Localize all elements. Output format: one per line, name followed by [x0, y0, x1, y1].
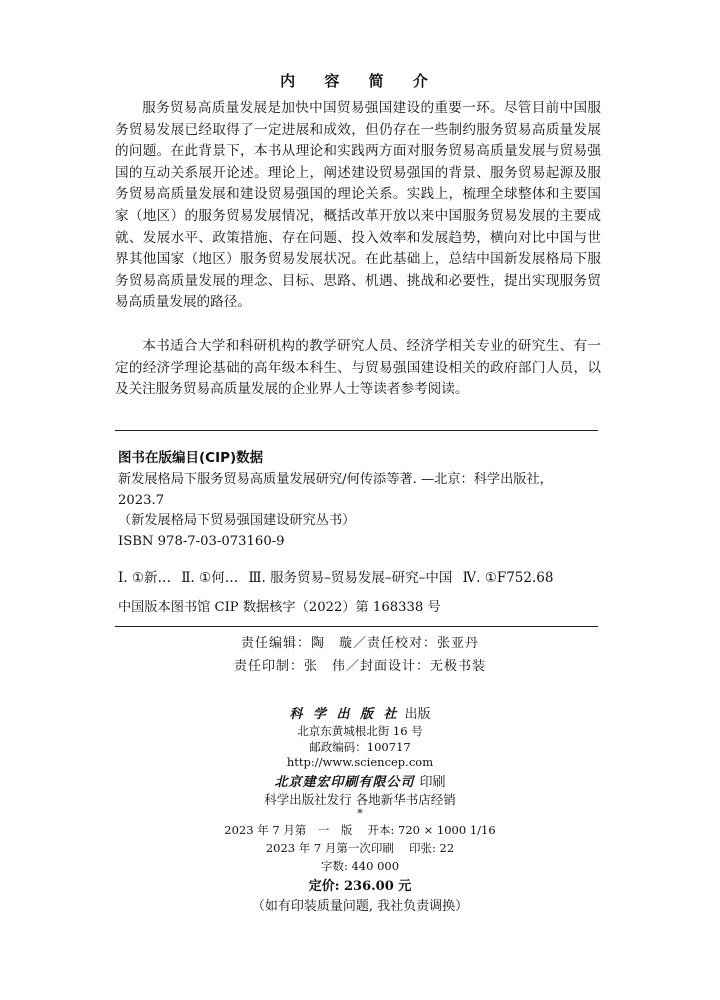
edition-info: 2023 年 7 月第 一 版 开本: 720 × 1000 1/16: [224, 823, 496, 837]
cip-class-3: Ⅲ. 服务贸易–贸易发展–研究–中国: [248, 570, 453, 586]
divider-top: [115, 430, 598, 431]
separator-star: *: [357, 806, 363, 820]
distribution: 科学出版社发行 各地新华书店经销: [264, 792, 456, 807]
printer-line: [0, 771, 720, 790]
cip-series: （新发展格局下贸易强国建设研究丛书）: [118, 513, 356, 528]
intro-paragraph-1: 服务贸易高质量发展是加快中国贸易强国建设的重要一环。尽管目前中国服务贸易发展已经取得了一定进展和成效，但仍存在一些制约服务贸易高质量发展的问题。在此背景下，本书从理论和实践两方面对服务贸易高质量发展与贸易强国的互动关系展开论述。理论上，阐述建设贸易强国的背景、服务贸易起源及服务贸易高质量发展和建设贸易强国的理论关系。实践上，梳理全球整体和主要国家（地区）的服务贸易发展情况，概括改革开放以来中国服务贸易发展的主要成就、发展水平、政策措施、存在问题、投入效率和发展趋势，横向对比中国与世界其他国家（地区）服务贸易发展状况。在此基础上，总结中国新发展格局下服务贸易高质量发展的理念、目标、思路、机遇、挑战和必要性，提出实现服务贸易高质量发展的路径。: [115, 100, 601, 311]
word-count: 字数: 440 000: [320, 859, 400, 873]
cip-number: 中国版本图书馆 CIP 数据核字（2022）第 168338 号: [118, 600, 441, 615]
cip-class-2: Ⅱ. ①何…: [181, 570, 239, 586]
cip-class-4: Ⅳ. ①F752.68: [462, 570, 554, 586]
cip-heading: 图书在版编目(CIP)数据: [118, 450, 264, 466]
credits-editors: 责任编辑：陶 璇／责任校对：张亚丹: [240, 636, 479, 651]
credits-print-cover: 责任印制：张 伟／封面设计：无极书装: [233, 659, 486, 674]
publisher-suffix: 出版: [404, 707, 431, 722]
publisher-postcode: 邮政编码：100717: [309, 740, 411, 754]
quality-note: （如有印装质量问题, 我社负责调换）: [251, 899, 469, 914]
divider-bottom: [115, 626, 598, 627]
printer-suffix: 印刷: [419, 775, 446, 790]
cip-isbn: ISBN 978-7-03-073160-9: [118, 534, 285, 549]
publisher-name: 科 学 出 版 社: [289, 707, 400, 722]
printer-name: 北京建宏印刷有限公司: [274, 775, 415, 790]
publisher-line: [0, 703, 720, 722]
cip-classification: [118, 566, 559, 586]
publisher-address: 北京东黄城根北街 16 号: [297, 724, 423, 738]
intro-title: 内 容 简 介: [280, 72, 440, 90]
cip-bibliographic: 新发展格局下服务贸易高质量发展研究/何传添等著. —北京：科学出版社，2023.7: [118, 472, 553, 508]
cip-class-1: Ⅰ. ①新…: [118, 570, 172, 586]
publisher-website: http://www.sciencep.com: [286, 755, 434, 769]
printing-info: 2023 年 7 月第一次印刷 印张: 22: [265, 841, 455, 855]
intro-paragraph-2: 本书适合大学和科研机构的教学研究人员、经济学相关专业的研究生、有一定的经济学理论基础的高年级本科生、与贸易强国建设相关的政府部门人员，以及关注服务贸易高质量发展的企业界人士等读者参考阅读。: [115, 338, 601, 398]
price: 定价: 236.00 元: [308, 879, 412, 894]
